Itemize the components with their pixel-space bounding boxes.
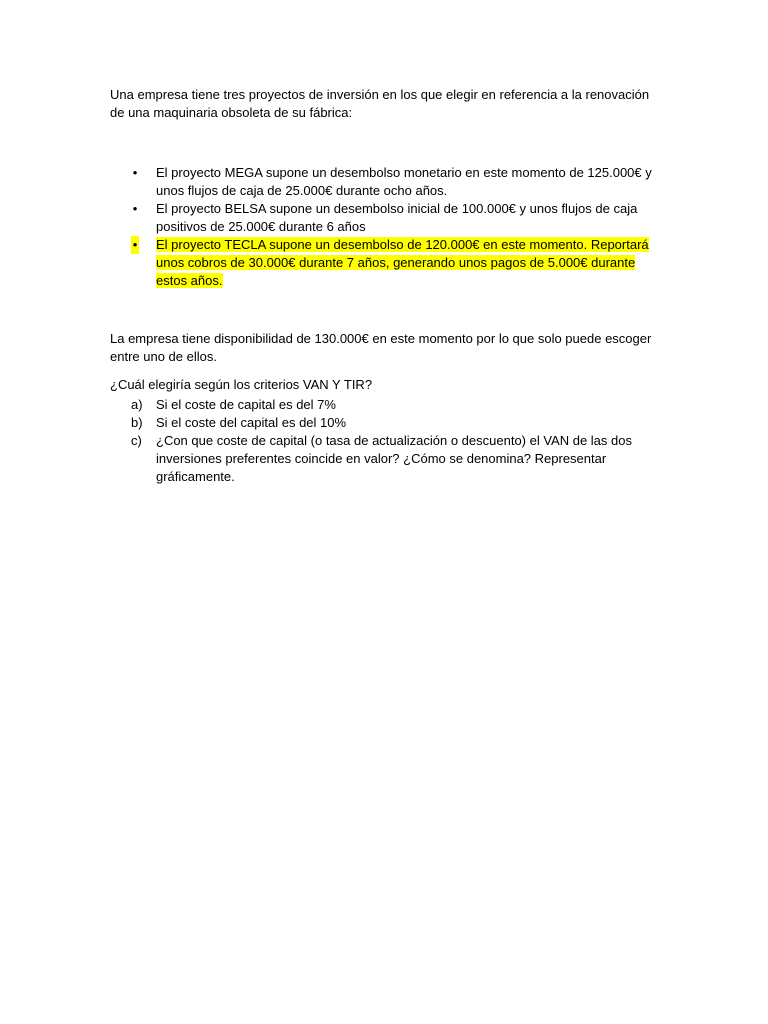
subquestion-text: Si el coste del capital es del 10% — [156, 415, 347, 430]
project-text: El proyecto BELSA supone un desembolso inicial de 100.000€ y unos flujos de caja positivos de 25.000€ durante 6 años — [156, 201, 638, 234]
bullet-icon: • — [132, 165, 138, 180]
project-text: El proyecto MEGA supone un desembolso monetario en este momento de 125.000€ y unos flujos de caja de 25.000€ durante ocho años. — [156, 165, 652, 198]
subquestion-b — [110, 414, 655, 432]
project-item-tecla — [110, 236, 655, 290]
list-marker: b) — [131, 415, 143, 430]
document-page — [110, 86, 655, 486]
project-item-belsa — [110, 200, 655, 236]
project-item-mega — [110, 164, 655, 200]
bullet-icon: • — [132, 237, 138, 252]
question-paragraph: ¿Cuál elegiría según los criterios VAN Y TIR? — [110, 377, 373, 392]
subquestion-a — [110, 396, 655, 414]
intro-paragraph: Una empresa tiene tres proyectos de inversión en los que elegir en referencia a la renovación de una maquinaria obsoleta de su fábrica: — [110, 87, 650, 120]
projects-list — [110, 164, 655, 290]
list-marker: a) — [131, 397, 143, 412]
availability-paragraph: La empresa tiene disponibilidad de 130.000€ en este momento por lo que solo puede escoger entre uno de ellos. — [110, 331, 652, 364]
subquestions-list — [110, 396, 655, 486]
subquestion-text: Si el coste de capital es del 7% — [156, 397, 336, 412]
subquestion-text: ¿Con que coste de capital (o tasa de actualización o descuento) el VAN de las dos inversiones preferentes coincide en valor? ¿Cómo se denomina? Representar gráficamente. — [156, 433, 632, 484]
list-marker: c) — [131, 433, 142, 448]
subquestion-c — [110, 432, 655, 486]
project-text-highlighted: El proyecto TECLA supone un desembolso de 120.000€ en este momento. Reportará unos cobros de 30.000€ durante 7 años, generando unos pagos de 5.000€ durante estos años. — [156, 237, 649, 288]
bullet-icon: • — [132, 201, 138, 216]
